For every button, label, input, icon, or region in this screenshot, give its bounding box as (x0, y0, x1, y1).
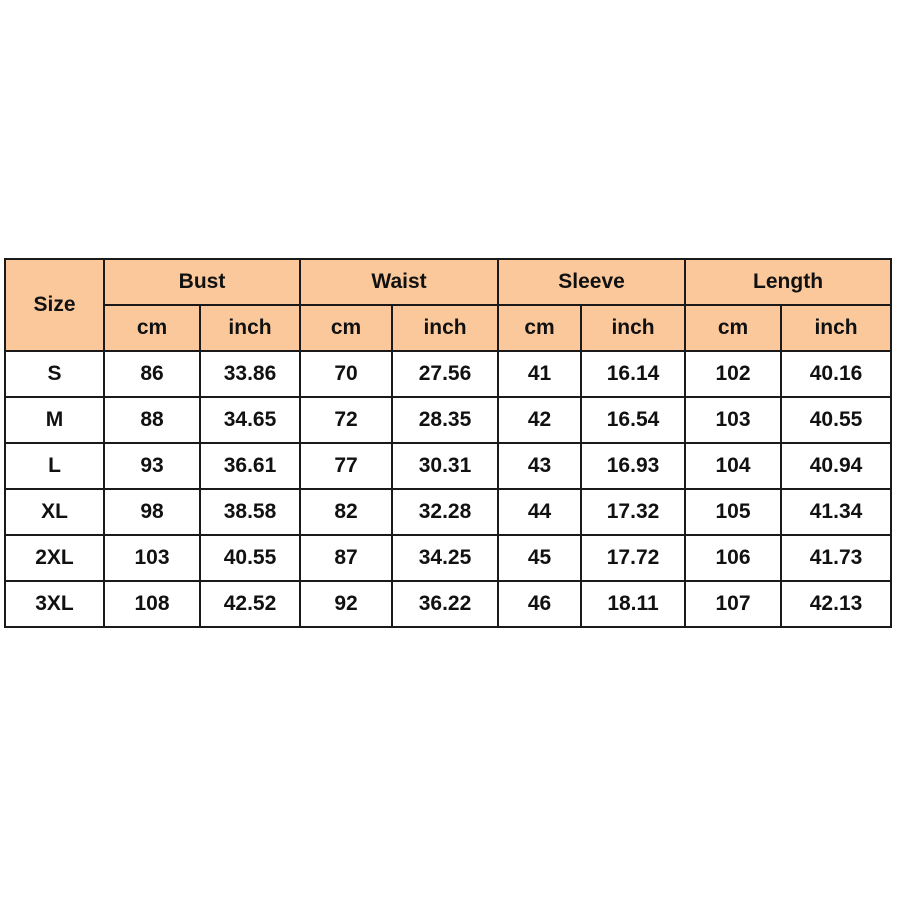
sleeve-cm-cell: 41 (498, 351, 581, 397)
size-cell: 2XL (5, 535, 104, 581)
size-cell: S (5, 351, 104, 397)
bust-cm-cell: 88 (104, 397, 200, 443)
sleeve-inch-cell: 17.72 (581, 535, 685, 581)
waist-inch-cell: 28.35 (392, 397, 498, 443)
size-chart-table (4, 258, 892, 628)
waist-cm-cell: 92 (300, 581, 392, 627)
header-waist: Waist (300, 259, 498, 305)
unit-header-bust-inch: inch (200, 305, 300, 351)
table-row (5, 397, 891, 443)
length-cm-cell: 106 (685, 535, 781, 581)
length-inch-cell: 40.94 (781, 443, 891, 489)
header-sleeve: Sleeve (498, 259, 685, 305)
bust-inch-cell: 38.58 (200, 489, 300, 535)
sleeve-cm-cell: 45 (498, 535, 581, 581)
header-row-units (5, 305, 891, 351)
table-row (5, 351, 891, 397)
size-cell: M (5, 397, 104, 443)
bust-inch-cell: 40.55 (200, 535, 300, 581)
sleeve-cm-cell: 46 (498, 581, 581, 627)
table-row (5, 489, 891, 535)
sleeve-inch-cell: 18.11 (581, 581, 685, 627)
waist-inch-cell: 36.22 (392, 581, 498, 627)
header-row-groups (5, 259, 891, 305)
sleeve-inch-cell: 16.93 (581, 443, 685, 489)
length-inch-cell: 40.16 (781, 351, 891, 397)
table-row (5, 535, 891, 581)
unit-header-length-cm: cm (685, 305, 781, 351)
unit-header-length-inch: inch (781, 305, 891, 351)
length-inch-cell: 42.13 (781, 581, 891, 627)
sleeve-cm-cell: 44 (498, 489, 581, 535)
sleeve-cm-cell: 43 (498, 443, 581, 489)
length-cm-cell: 104 (685, 443, 781, 489)
waist-inch-cell: 34.25 (392, 535, 498, 581)
bust-inch-cell: 42.52 (200, 581, 300, 627)
bust-cm-cell: 86 (104, 351, 200, 397)
length-inch-cell: 41.73 (781, 535, 891, 581)
length-inch-cell: 40.55 (781, 397, 891, 443)
bust-cm-cell: 108 (104, 581, 200, 627)
bust-cm-cell: 93 (104, 443, 200, 489)
length-cm-cell: 102 (685, 351, 781, 397)
waist-cm-cell: 77 (300, 443, 392, 489)
bust-inch-cell: 33.86 (200, 351, 300, 397)
unit-header-sleeve-cm: cm (498, 305, 581, 351)
length-cm-cell: 103 (685, 397, 781, 443)
sleeve-inch-cell: 16.14 (581, 351, 685, 397)
unit-header-waist-inch: inch (392, 305, 498, 351)
waist-inch-cell: 32.28 (392, 489, 498, 535)
waist-cm-cell: 70 (300, 351, 392, 397)
size-cell: XL (5, 489, 104, 535)
waist-cm-cell: 87 (300, 535, 392, 581)
header-length: Length (685, 259, 891, 305)
length-cm-cell: 107 (685, 581, 781, 627)
size-cell: 3XL (5, 581, 104, 627)
sleeve-cm-cell: 42 (498, 397, 581, 443)
bust-inch-cell: 36.61 (200, 443, 300, 489)
unit-header-bust-cm: cm (104, 305, 200, 351)
size-cell: L (5, 443, 104, 489)
table-row (5, 443, 891, 489)
length-inch-cell: 41.34 (781, 489, 891, 535)
header-bust: Bust (104, 259, 300, 305)
waist-inch-cell: 30.31 (392, 443, 498, 489)
unit-header-sleeve-inch: inch (581, 305, 685, 351)
table-header (5, 259, 891, 351)
length-cm-cell: 105 (685, 489, 781, 535)
sleeve-inch-cell: 16.54 (581, 397, 685, 443)
bust-cm-cell: 103 (104, 535, 200, 581)
table-body (5, 351, 891, 627)
unit-header-waist-cm: cm (300, 305, 392, 351)
bust-inch-cell: 34.65 (200, 397, 300, 443)
bust-cm-cell: 98 (104, 489, 200, 535)
header-size: Size (5, 259, 104, 351)
table-row (5, 581, 891, 627)
waist-cm-cell: 82 (300, 489, 392, 535)
sleeve-inch-cell: 17.32 (581, 489, 685, 535)
waist-inch-cell: 27.56 (392, 351, 498, 397)
waist-cm-cell: 72 (300, 397, 392, 443)
